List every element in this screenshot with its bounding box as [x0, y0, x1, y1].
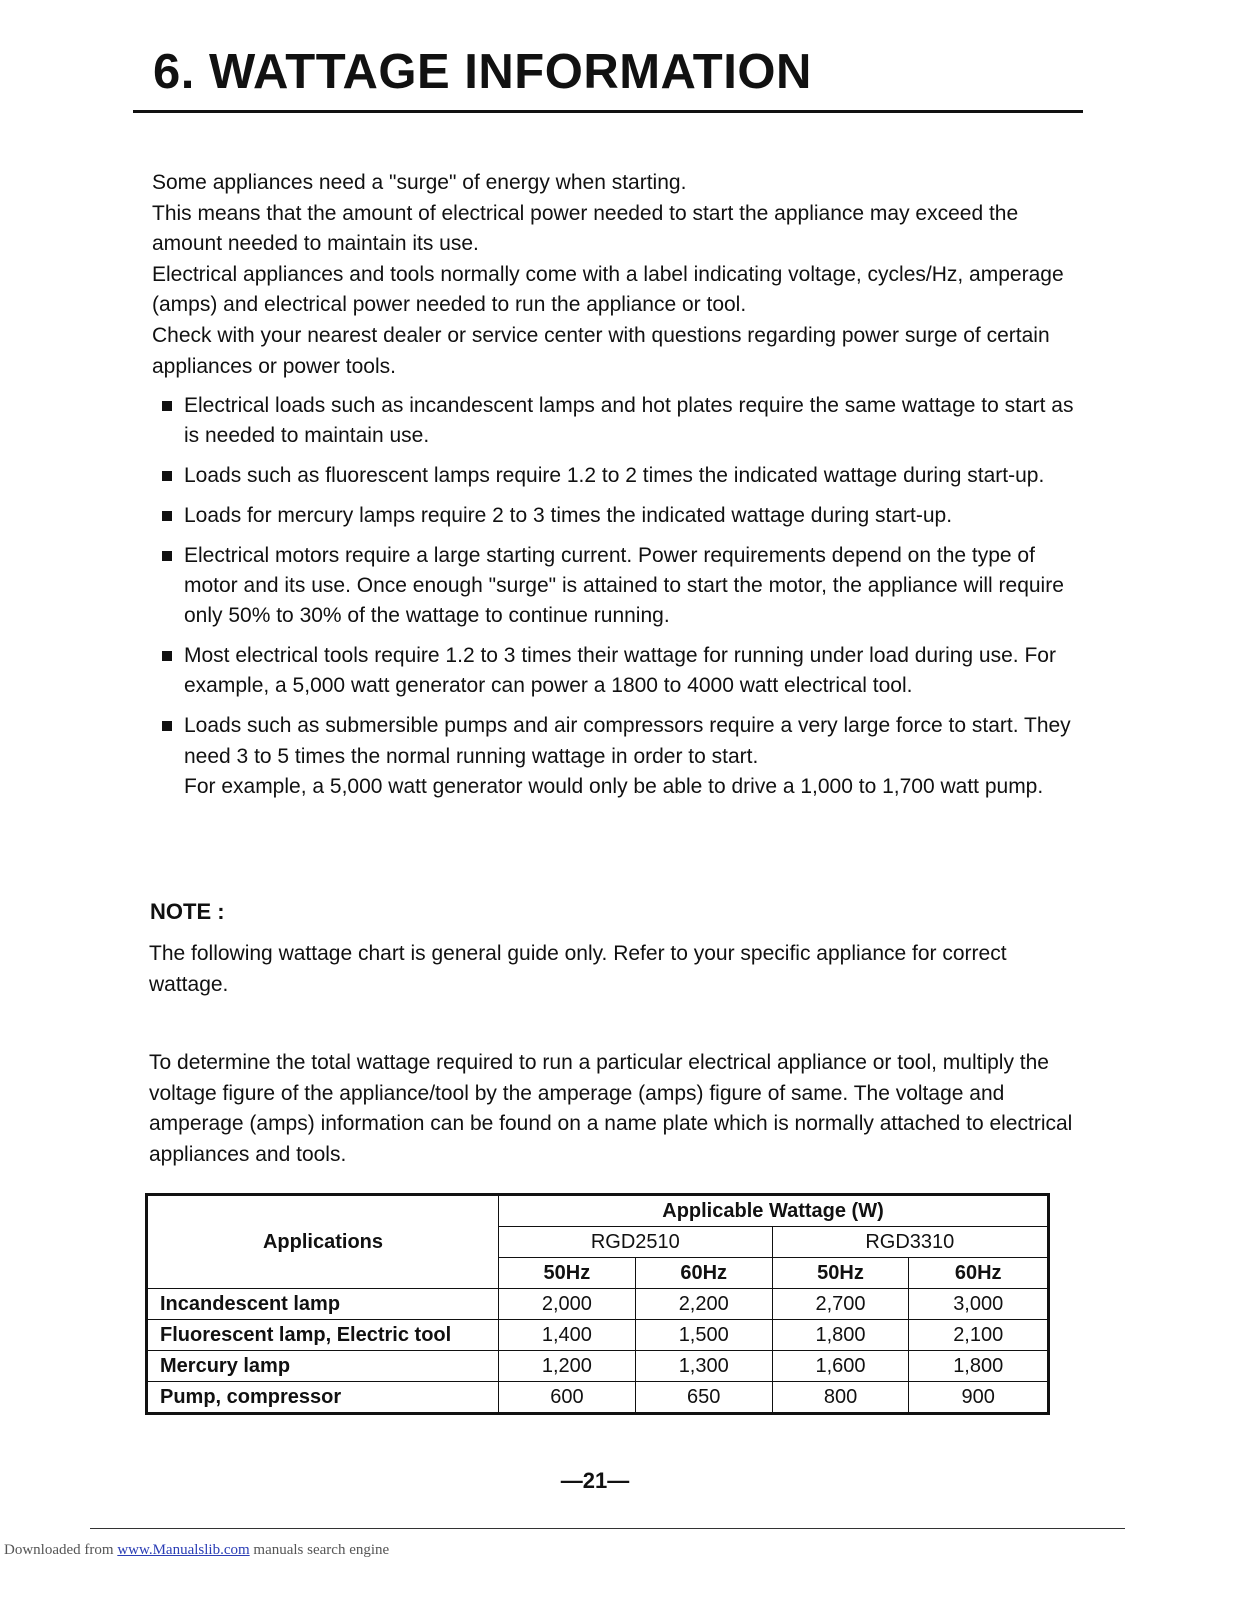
- model-header: RGD2510: [499, 1227, 773, 1258]
- intro-line: Electrical appliances and tools normally come with a label indicating voltage, cycles/Hz, amperage (amps) and electrical power needed to run the appliance or tool.: [152, 262, 1064, 317]
- table-row: [147, 1382, 1049, 1414]
- intro-text: [152, 168, 1082, 382]
- wattage-cell: 2,000: [499, 1289, 636, 1320]
- wattage-cell: 800: [772, 1382, 909, 1414]
- footer-suffix: manuals search engine: [249, 1542, 390, 1558]
- freq-header: 50Hz: [499, 1258, 636, 1289]
- list-item: [160, 641, 1080, 702]
- wattage-cell: 1,200: [499, 1351, 636, 1382]
- table-row: [147, 1289, 1049, 1320]
- wattage-table: [145, 1193, 1050, 1415]
- wattage-cell: 2,700: [772, 1289, 909, 1320]
- table-header-row: [147, 1195, 1049, 1227]
- wattage-cell: 1,500: [635, 1320, 772, 1351]
- page-number: —21—: [560, 1468, 630, 1493]
- wattage-header: Applicable Wattage (W): [499, 1195, 1049, 1227]
- bullet-square-icon: [162, 651, 172, 661]
- wattage-cell: 1,400: [499, 1320, 636, 1351]
- list-item: [160, 461, 1080, 491]
- wattage-cell: 1,800: [772, 1320, 909, 1351]
- bullet-square-icon: [162, 721, 172, 731]
- bullet-list: [160, 391, 1080, 812]
- download-footer: [4, 1542, 389, 1559]
- bullet-square-icon: [162, 511, 172, 521]
- intro-line: This means that the amount of electrical power needed to start the appliance may exceed the amount needed to maintain its use.: [152, 201, 1019, 256]
- wattage-cell: 2,100: [909, 1320, 1049, 1351]
- wattage-cell: 600: [499, 1382, 636, 1414]
- list-item-text: Loads for mercury lamps require 2 to 3 times the indicated wattage during start-up.: [184, 503, 953, 527]
- wattage-cell: 3,000: [909, 1289, 1049, 1320]
- footer-prefix: Downloaded from: [4, 1542, 118, 1558]
- list-item-text: Most electrical tools require 1.2 to 3 times their wattage for running under load during use. For example, a 5,000 watt generator can power a 1800 to 4000 watt electrical tool.: [184, 644, 1056, 698]
- list-item-text: Loads such as submersible pumps and air compressors require a very large force to start. They need 3 to 5 times the normal running wattage in order to start.: [184, 714, 1071, 768]
- footer-divider: [90, 1528, 1125, 1529]
- application-name: Incandescent lamp: [147, 1289, 499, 1320]
- application-name: Pump, compressor: [147, 1382, 499, 1414]
- wattage-cell: 650: [635, 1382, 772, 1414]
- list-item: [160, 501, 1080, 531]
- bullet-square-icon: [162, 471, 172, 481]
- wattage-cell: 1,300: [635, 1351, 772, 1382]
- freq-header: 50Hz: [772, 1258, 909, 1289]
- application-name: Mercury lamp: [147, 1351, 499, 1382]
- note-label: NOTE :: [150, 899, 225, 924]
- bullet-square-icon: [162, 401, 172, 411]
- list-item: [160, 541, 1080, 632]
- wattage-cell: 900: [909, 1382, 1049, 1414]
- page-title: 6. WATTAGE INFORMATION: [153, 45, 812, 99]
- bullet-square-icon: [162, 551, 172, 561]
- list-item-text: Electrical loads such as incandescent lamps and hot plates require the same wattage to start as is needed to maintain use.: [184, 394, 1074, 448]
- application-name: Fluorescent lamp, Electric tool: [147, 1320, 499, 1351]
- applications-header: Applications: [147, 1195, 499, 1289]
- list-item: [160, 711, 1080, 802]
- list-item-text: Electrical motors require a large starting current. Power requirements depend on the type of motor and its use. Once enough "surge" is attained to start the motor, the appliance will require only 50% to 30% of the wattage to continue running.: [184, 543, 1064, 628]
- intro-line: Check with your nearest dealer or service center with questions regarding power surge of certain appliances or power tools.: [152, 323, 1050, 378]
- freq-header: 60Hz: [909, 1258, 1049, 1289]
- intro-line: Some appliances need a "surge" of energy when starting.: [152, 171, 687, 194]
- table-row: [147, 1351, 1049, 1382]
- note-text: The following wattage chart is general guide only. Refer to your specific appliance for correct wattage.: [149, 942, 1007, 996]
- wattage-cell: 1,600: [772, 1351, 909, 1382]
- freq-header: 60Hz: [635, 1258, 772, 1289]
- table-row: [147, 1320, 1049, 1351]
- wattage-cell: 1,800: [909, 1351, 1049, 1382]
- manualslib-link[interactable]: www.Manualslib.com: [117, 1542, 250, 1558]
- total-wattage-text: To determine the total wattage required to run a particular electrical appliance or tool, multiply the voltage figure of the appliance/tool by the amperage (amps) figure of same. The voltage and amperage (amps) information can be found on a name plate which is normally attached to electrical appliances and tools.: [149, 1051, 1073, 1166]
- list-item-text: Loads such as fluorescent lamps require 1.2 to 2 times the indicated wattage during start-up.: [184, 464, 1045, 488]
- model-header: RGD3310: [772, 1227, 1048, 1258]
- list-item-continuation: For example, a 5,000 watt generator would only be able to drive a 1,000 to 1,700 watt pump.: [184, 774, 1044, 798]
- wattage-cell: 2,200: [635, 1289, 772, 1320]
- list-item: [160, 391, 1080, 452]
- title-underline: [133, 110, 1083, 113]
